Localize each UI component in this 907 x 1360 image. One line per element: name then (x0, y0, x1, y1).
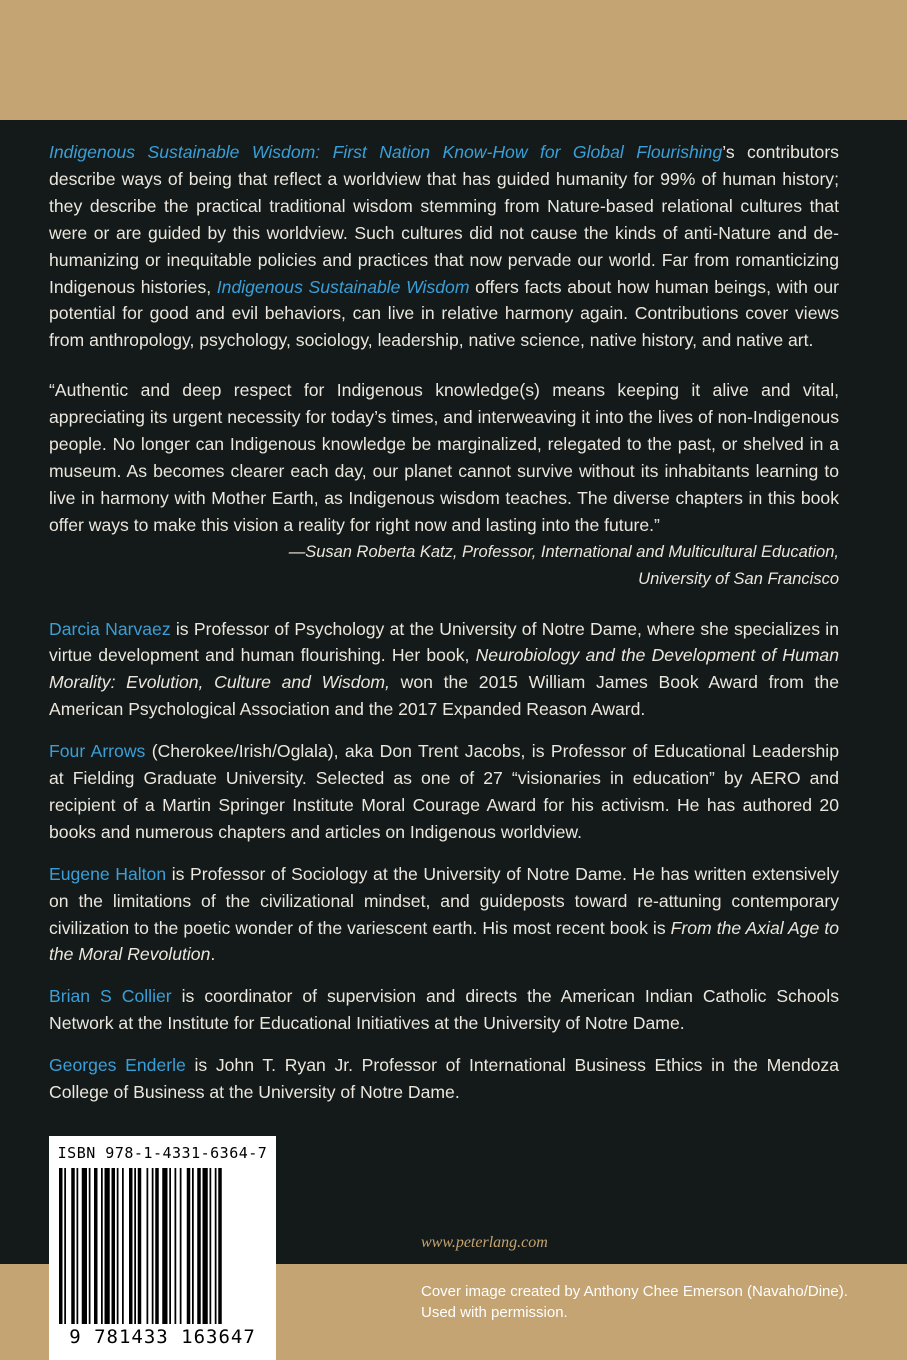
bio-text: is coordinator of supervision and directs the American Indian Catholic Schools Network at the Institute for Educational Initiatives at the University of Notre Dame. (49, 986, 839, 1034)
barcode-bar (77, 1168, 79, 1324)
barcode-bar (94, 1168, 98, 1324)
barcode-bar (203, 1168, 208, 1324)
barcode-bar (105, 1168, 110, 1324)
bio-four-arrows (49, 738, 839, 846)
barcode-bar (169, 1168, 171, 1324)
barcode-bar (180, 1168, 182, 1324)
barcode-bar (155, 1168, 159, 1324)
bio-georges-enderle (49, 1052, 839, 1106)
blurb-paragraph (49, 139, 839, 354)
bio-text: is Professor of Psychology at the University of Notre Dame, where she specializes in virtue development and human flourishing. Her book, (49, 618, 839, 666)
blurb-text-2: offers facts about how human beings, with our potential for good and evil behaviors, can live in relative harmony again. Contributions cover views from anthropology, psychology, sociology, leadership, native science, native history, and native art. (49, 276, 839, 351)
attribution-line-2: University of San Francisco (638, 569, 839, 588)
barcode-bar (138, 1168, 142, 1324)
cover-image-credit: Cover image created by Anthony Chee Emerson (Navaho/Dine). Used with permission. (421, 1283, 848, 1321)
book-short-title: Indigenous Sustainable Wisdom (216, 276, 470, 297)
barcode-digits: 9 781433 163647 (69, 1326, 256, 1348)
barcode-bar (187, 1168, 191, 1324)
bio-text: (Cherokee/Irish/Oglala), aka Don Trent Jacobs, is Professor of Educational Leadership at Fielding Graduate University. Selected as one of 27 “visionaries in education” by AERO and recipient of a Martin Springer Institute Moral Courage Award for his activism. He has authored 20 books and numerous chapters and articles on Indigenous worldview. (49, 741, 839, 842)
publisher-website[interactable]: www.peterlang.com (421, 1234, 548, 1251)
bio-eugene-halton (49, 861, 839, 969)
barcode-bar (134, 1168, 136, 1324)
barcode-bar (129, 1168, 133, 1324)
barcode-bar (152, 1168, 154, 1324)
author-name: Darcia Narvaez (49, 618, 171, 639)
author-name: Brian S Collier (49, 986, 172, 1007)
author-name: Georges Enderle (49, 1055, 186, 1076)
barcode-bar (210, 1168, 212, 1324)
bio-book-title: From the Axial Age to the Moral Revolution (49, 917, 839, 965)
author-name: Four Arrows (49, 741, 146, 762)
barcode-bar (215, 1168, 217, 1324)
barcode-bar (101, 1168, 103, 1324)
bio-darcia-narvaez (49, 616, 839, 724)
barcode-bar (71, 1168, 75, 1324)
barcode-bar (147, 1168, 149, 1324)
barcode-bar (82, 1168, 87, 1324)
barcode-bar (112, 1168, 116, 1324)
barcode-bar (89, 1168, 91, 1324)
author-name: Eugene Halton (49, 863, 167, 884)
barcode-bar (162, 1168, 167, 1324)
blurb-text-1: ’s contributors describe ways of being that reflect a worldview that has guided humanity for 99% of human history; they describe the practical traditional wisdom stemming from Nature-based relational cultures that were or are guided by this worldview. Such cultures did not cause the kinds of anti-Nature and de-humanizing or inequitable policies and practices that now pervade our world. Far from romanticizing Indigenous histories, (49, 142, 839, 297)
bio-book-title: Neurobiology and the Development of Human Morality: Evolution, Culture and Wisdom, (49, 645, 839, 693)
barcode-bar (122, 1168, 124, 1324)
attribution-line-1: —Susan Roberta Katz, Professor, International and Multicultural Education, (288, 542, 839, 561)
barcode-bar (175, 1168, 177, 1324)
barcode-bar (59, 1168, 63, 1324)
bio-text: . (210, 944, 216, 965)
bio-brian-collier (49, 983, 839, 1037)
barcode-bar (64, 1168, 66, 1324)
endorsement-quote: “Authentic and deep respect for Indigenous knowledge(s) means keeping it alive and vital, appreciating its urgent necessity for today’s times, and interweaving it into the lives of non-Indigenous people. No longer can Indigenous knowledge be marginalized, relegated to the past, or shelved in a museum. As becomes clearer each day, our planet cannot survive without its inhabitants learning to live in harmony with Mother Earth, as Indigenous wisdom teaches. The diverse chapters in this book offer ways to make this vision a reality for right now and lasting into the future.” (49, 380, 839, 535)
barcode-bar (218, 1168, 222, 1324)
back-cover-text (49, 139, 839, 1106)
book-title: Indigenous Sustainable Wisdom: First Nation Know-How for Global Flourishing (49, 142, 723, 162)
isbn-label: ISBN 978-1-4331-6364-7 (57, 1144, 268, 1162)
barcode-bars (59, 1168, 266, 1324)
barcode-bar (117, 1168, 119, 1324)
bio-text: is John T. Ryan Jr. Professor of International Business Ethics in the Mendoza College of Business at the University of Notre Dame. (49, 1055, 839, 1103)
quote-attribution (49, 539, 839, 593)
top-color-band (0, 0, 907, 120)
isbn-barcode (49, 1136, 276, 1360)
bio-text: is Professor of Sociology at the University of Notre Dame. He has written extensively on the limitations of the civilizational mindset, and guideposts toward re-attuning contemporary civilization to the poetic wonder of the variescent earth. His most recent book is (49, 863, 839, 938)
bio-text: won the 2015 William James Book Award from the American Psychological Association and the 2017 Expanded Reason Award. (49, 672, 839, 720)
barcode-bar (197, 1168, 201, 1324)
barcode-bar (192, 1168, 194, 1324)
